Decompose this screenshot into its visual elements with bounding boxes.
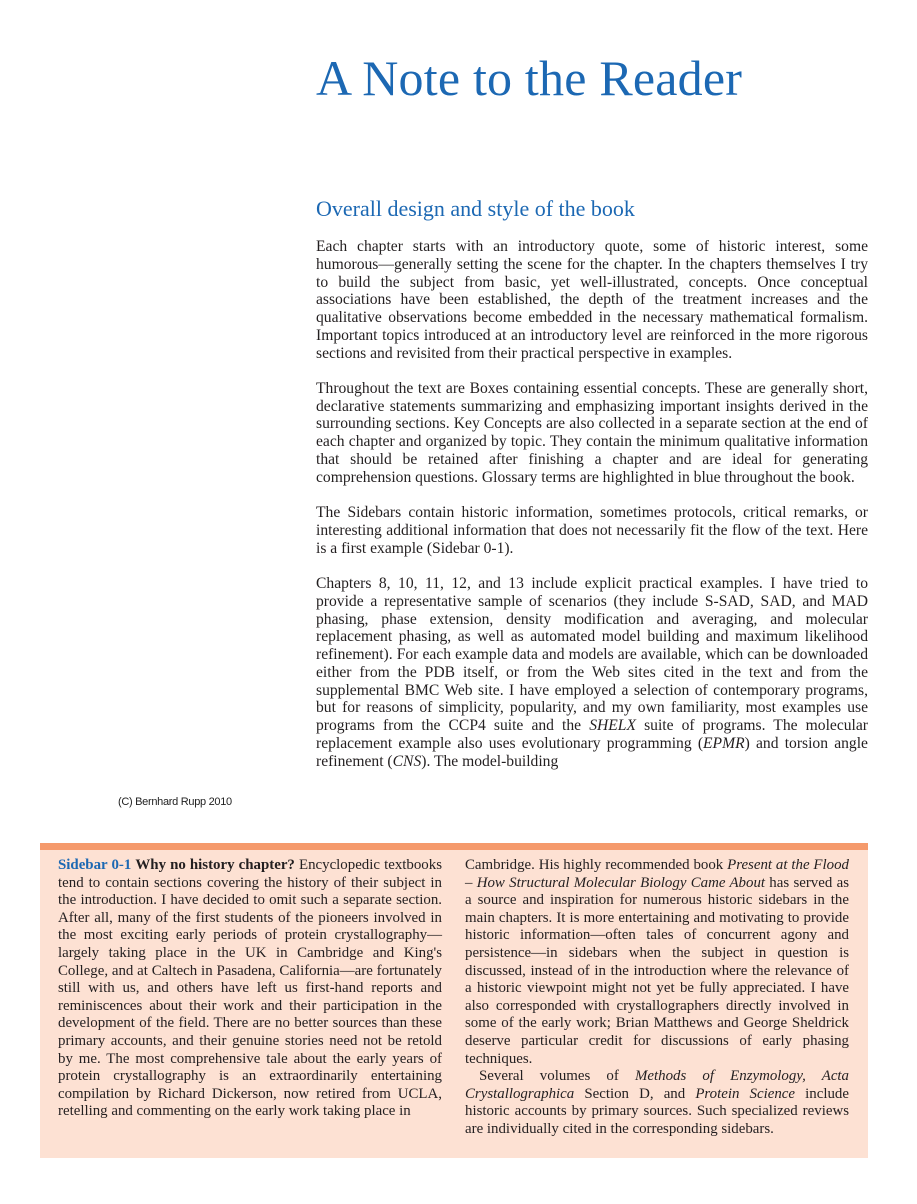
paragraph-boxes: Throughout the text are Boxes containing essential concepts. These are generally short, declarative statements summarizing and emphasizing important insights derived in the surrounding sections. Key Concepts are also collected in a separate section at the end of each chapter and organized by topic. They contain the minimum qualitative information that should be retained after finishing a chapter and are ideal for generating comprehension questions. Glossary terms are highlighted in blue throughout the book. [316,379,868,486]
text-run: Chapters 8, 10, 11, 12, and 13 include explicit practical examples. I have tried to provide a representative sample of scenarios (they include S-SAD, SAD, and MAD phasing, phase extension, density modification and averaging, and molecular replacement phasing, as well as automated model building and maximum likelihood refinement). For each example data and models are available, which can be downloaded either from the PDB itself, or from the Web sites cited in the text and from the supplemental BMC Web site. I have employed a selection of contemporary programs, but for reasons of simplicity, popularity, and my own familiarity, most examples use programs from the CCP4 suite and the [316,575,868,735]
main-body-text [316,238,868,788]
sidebar-paragraph [465,1068,849,1138]
program-name-epmr: EPMR [703,734,745,752]
program-name-cns: CNS [392,752,422,770]
sidebar-top-rule [40,843,868,850]
sidebar-right-column [465,857,849,1139]
paragraph-design: Each chapter starts with an introductory quote, some of historic interest, some humorous—generally setting the scene for the chapter. In the chapters themselves I try to build the subject from basic, yet well-illustrated, concepts. Once conceptual associations have been established, the depth of the treatment increases and the qualitative observations become embedded in the necessary mathematical formalism. Important topics introduced at an introductory level are reinforced in the more rigorous sections and revisited from their practical perspective in examples. [316,238,868,362]
sidebar-0-1 [40,843,868,1158]
journal-name: Protein Science [695,1085,796,1102]
text-run: suite of programs. The molecular replacement example also uses evolutionary programming ( [316,717,868,752]
text-run: Encyclopedic textbooks tend to contain sections covering the history of their subject in the introduction. I have decided to omit such a separate section. After all, many of the first students of the pioneers involved in the most exciting early periods of protein crystallography—largely taking place in the UK in Cambridge and King's College, and at Caltech in Pasadena, California—are fortunately still with us, and others have left us first-hand reports and reminiscences about their work and their participation in the development of the field. There are no better sources than these primary accounts, and their genuine stories need not be retold by me. The most comprehensive tale about the early years of protein crystallography is an extraordinarily entertaining compilation by Richard Dickerson, now retired from UCLA, retelling and commenting on the early work taking place in [58,857,442,1120]
text-run: Section D, and [574,1085,696,1102]
sidebar-left-column [58,857,442,1121]
text-run: Cambridge. His highly recommended book [465,857,728,873]
sidebar-title: Why no history chapter? [135,857,295,873]
text-run: ) and torsion angle refinement ( [316,734,868,770]
paragraph-examples [316,575,868,770]
text-run: Several volumes of [479,1068,635,1085]
book-title: Present at the Flood – How Structural Molecular Biology Came About [465,857,849,891]
page-title: A Note to the Reader [316,50,743,106]
section-heading: Overall design and style of the book [316,196,635,221]
text-run: include historic accounts by primary sources. Such specialized reviews are individually cited in the corresponding sidebars. [465,1085,849,1137]
copyright-notice: (C) Bernhard Rupp 2010 [118,796,232,808]
paragraph-sidebars: The Sidebars contain historic information, sometimes protocols, critical remarks, or interesting additional information that does not necessarily fit the flow of the text. Here is a first example (Sidebar 0-1). [316,504,868,557]
program-name-shelx: SHELX [589,717,636,735]
sidebar-label: Sidebar 0-1 [58,857,132,873]
text-run: has served as a source and inspiration for numerous historic sidebars in the main chapters. It is more entertaining and motivating to provide historic information—often tales of concurrent agony and persistence—in sidebars when the subject in question is discussed, instead of in the introduction where the relevance of a historic viewpoint might not yet be fully appreciated. I have also corresponded with crystallographers directly involved in some of the early work; Brian Matthews and George Sheldrick deserve particular credit for discussions of early phasing techniques. [465,874,849,1067]
sidebar-paragraph [465,857,849,1068]
sidebar-paragraph [58,857,442,1121]
journal-names: Methods of Enzymology, Acta Crystallographica [465,1068,850,1102]
text-run: ). The model-building [421,752,559,770]
